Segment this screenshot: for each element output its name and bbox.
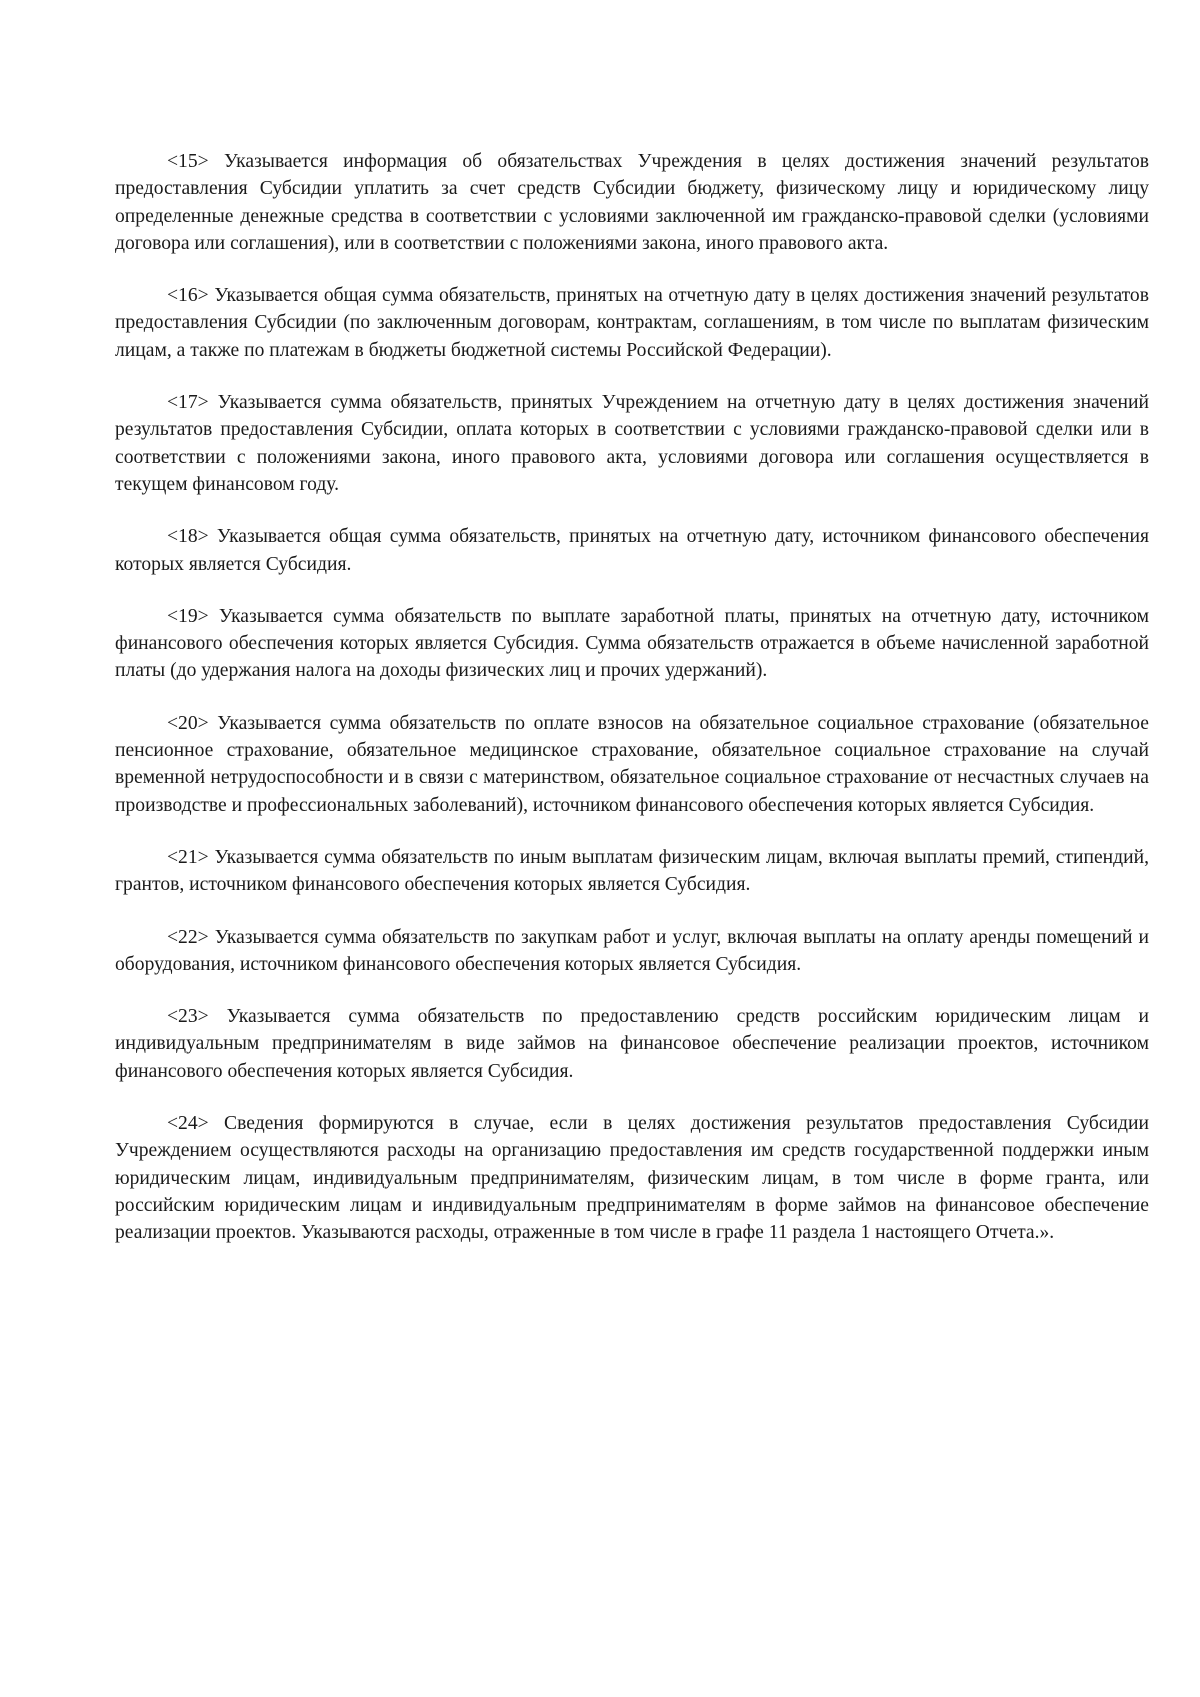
footnote-18: <18> Указывается общая сумма обязательств, принятых на отчетную дату, источником финансового обеспечения которых является Субсидия. (115, 526, 1149, 575)
footnote-23: <23> Указывается сумма обязательств по предоставлению средств российским юридическим лицам и индивидуальным предпринимателям в виде займов на финансовое обеспечение реализации проектов, источником финансового обеспечения которых является Субсидия. (115, 1006, 1149, 1082)
footnote-17: <17> Указывается сумма обязательств, принятых Учреждением на отчетную дату в целях достижения значений результатов предоставления Субсидии, оплата которых в соответствии с условиями гражданско-правовой сделки или в соответствии с положениями закона, иного правового акта, условиями договора или соглашения осуществляется в текущем финансовом году. (115, 392, 1149, 495)
footnote-19: <19> Указывается сумма обязательств по выплате заработной платы, принятых на отчетную дату, источником финансового обеспечения которых является Субсидия. Сумма обязательств отражается в объеме начисленной заработной платы (до удержания налога на доходы физических лиц и прочих удержаний). (115, 605, 1149, 682)
document-page (115, 148, 1149, 1272)
footnote-21: <21> Указывается сумма обязательств по иным выплатам физическим лицам, включая выплаты премий, стипендий, грантов, источником финансового обеспечения которых является Субсидия. (115, 846, 1149, 896)
footnote-20: <20> Указывается сумма обязательств по оплате взносов на обязательное социальное страхование (обязательное пенсионное страхование, обязательное медицинское страхование, обязательное социальное страхование на случай временной нетрудоспособности и в связи с материнством, обязательное социальное страхование от несчастных случаев на производстве и профессиональных заболеваний), источником финансового обеспечения которых является Субсидия. (115, 712, 1149, 816)
footnote-22: <22> Указывается сумма обязательств по закупкам работ и услуг, включая выплаты на оплату аренды помещений и оборудования, источником финансового обеспечения которых является Субсидия. (115, 926, 1149, 975)
footnote-24: <24> Сведения формируются в случае, если в целях достижения результатов предоставления Субсидии Учреждением осуществляются расходы на организацию предоставления им средств государственной поддержки иным юридическим лицам, индивидуальным предпринимателям, физическим лицам, в том числе в форме гранта, или российским юридическим лицам и индивидуальным предпринимателям в форме займов на финансовое обеспечение реализации проектов. Указываются расходы, отраженные в том числе в графе 11 раздела 1 настоящего Отчета.». (115, 1113, 1149, 1244)
footnote-16: <16> Указывается общая сумма обязательств, принятых на отчетную дату в целях достижения значений результатов предоставления Субсидии (по заключенным договорам, контрактам, соглашениям, в том числе по выплатам физическим лицам, а также по платежам в бюджеты бюджетной системы Российской Федерации). (115, 285, 1149, 361)
footnote-15: <15> Указывается информация об обязательствах Учреждения в целях достижения значений результатов предоставления Субсидии уплатить за счет средств Субсидии бюджету, физическому лицу и юридическому лицу определенные денежные средства в соответствии с условиями заключенной им гражданско-правовой сделки (условиями договора или соглашения), или в соответствии с положениями закона, иного правового акта. (115, 151, 1149, 254)
